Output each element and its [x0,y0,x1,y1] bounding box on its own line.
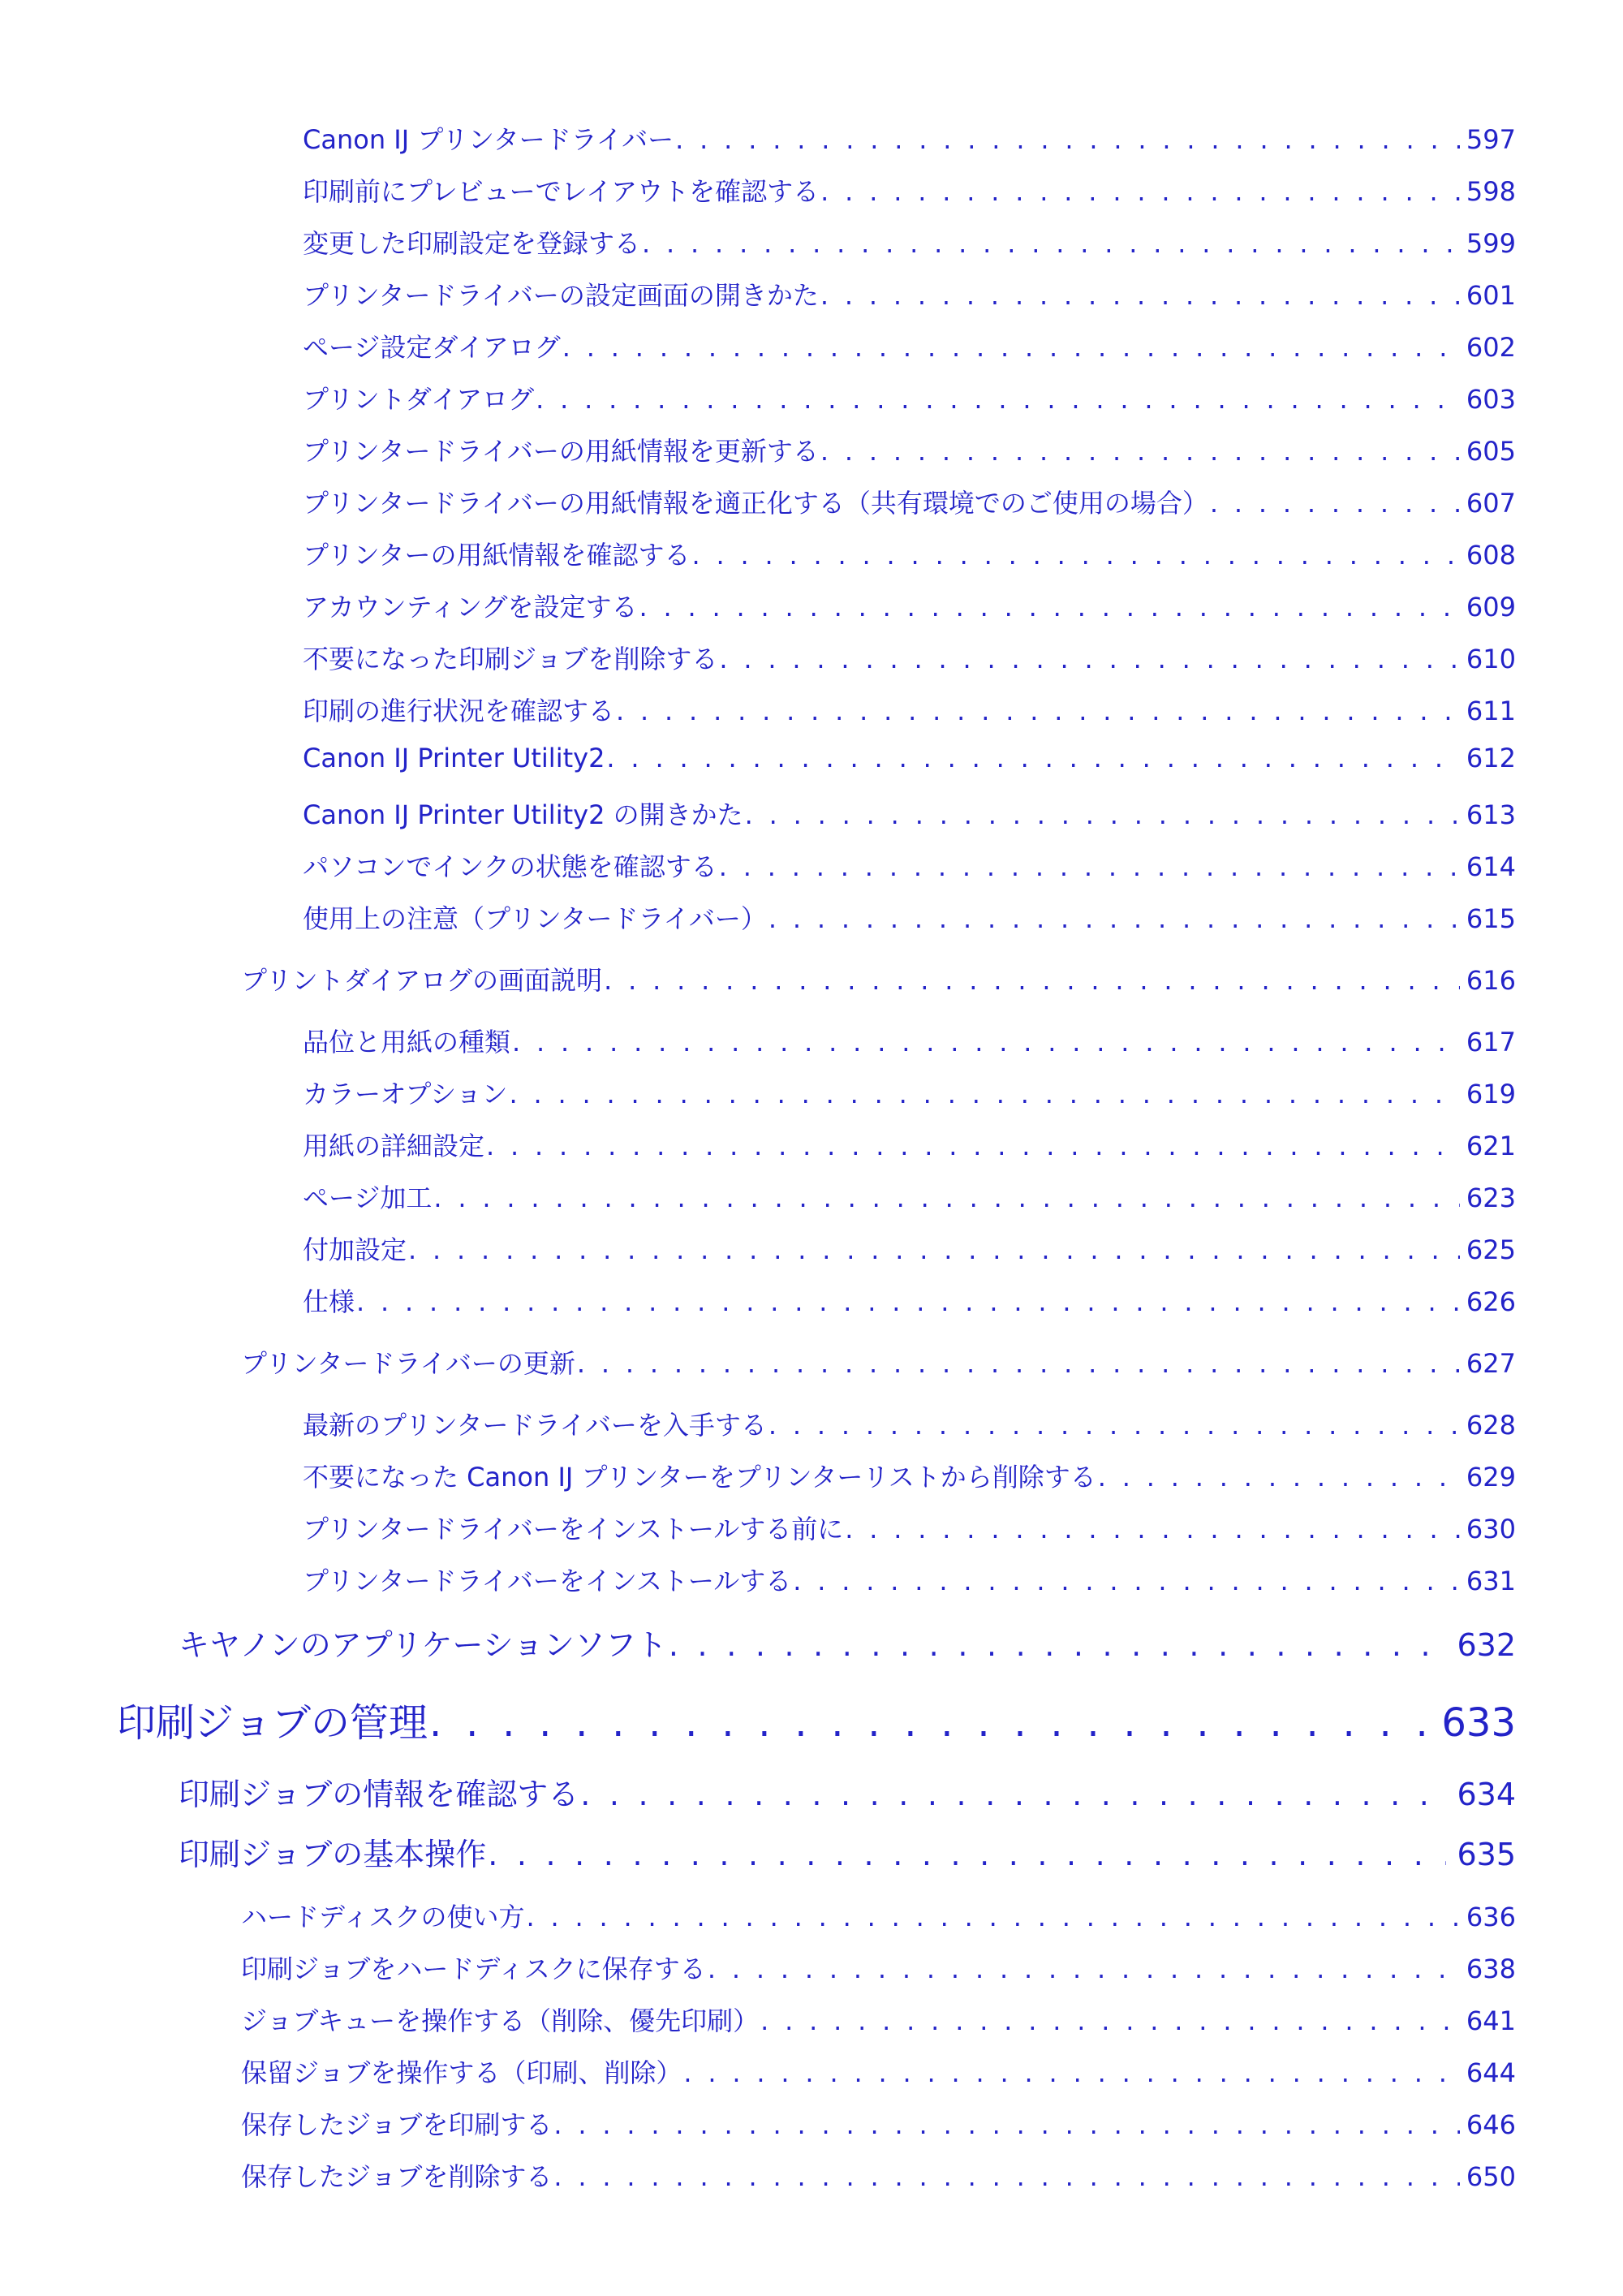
toc-entry-page-number: 610 [1466,644,1516,674]
toc-entry-open-settings-screen[interactable] [303,275,1516,312]
toc-entry-title: 印刷ジョブをハードディスクに保存する [241,1954,706,1984]
toc-entry-page-number: 601 [1466,280,1516,311]
toc-entry-title: Canon IJ Printer Utility2 [303,743,605,773]
toc-entry-canon-ij-printer-driver[interactable] [303,119,1516,157]
toc-entry-page-number: 607 [1466,488,1516,519]
toc-entry-open-printer-utility2[interactable] [303,795,1516,832]
dot-leader [745,799,1460,830]
toc-entry-title: ページ設定ダイアログ [303,332,561,363]
dot-leader [820,436,1460,467]
dot-leader [820,176,1460,207]
toc-entry-page-setup-dialog[interactable] [303,327,1516,364]
toc-entry-operate-held-jobs[interactable] [241,2053,1516,2090]
toc-entry-print-job-basic-operations[interactable] [179,1829,1516,1874]
toc-entry-page-number: 630 [1466,1514,1516,1544]
toc-entry-title: ジョブキューを操作する（削除、優先印刷） [241,2005,760,2036]
toc-entry-title: 印刷ジョブの情報を確認する [179,1777,579,1812]
dot-leader [768,1410,1460,1441]
dot-leader [1210,488,1460,519]
toc-entry-title: パソコンでインクの状態を確認する [303,851,717,882]
toc-entry-page-number: 609 [1466,592,1516,622]
dot-leader [845,1514,1460,1544]
toc-entry-page-number: 619 [1466,1079,1516,1109]
toc-entry-page-number: 631 [1466,1566,1516,1596]
toc-entry-title: 用紙の詳細設定 [303,1131,485,1161]
toc-entry-page-number: 602 [1466,332,1516,363]
dot-leader [433,1182,1460,1213]
dot-leader [616,696,1460,726]
toc-entry-title: プリンタードライバーの用紙情報を適正化する（共有環境でのご使用の場合） [303,488,1208,519]
toc-entry-paper-detailed-settings[interactable] [303,1126,1516,1163]
toc-entry-title: アカウンティングを設定する [303,592,638,622]
toc-entry-print-dialog[interactable] [303,379,1516,416]
dot-leader [669,1627,1446,1663]
toc-entry-title: 保存したジョブを削除する [241,2161,553,2192]
dot-leader [719,644,1460,674]
toc-entry-title: プリンタードライバーの設定画面の開きかた [303,280,819,311]
dot-leader [553,2161,1460,2192]
toc-entry-page-number: 633 [1441,1700,1516,1746]
toc-entry-page-processing[interactable] [303,1178,1516,1215]
toc-entry-title: ページ加工 [303,1182,433,1213]
toc-entry-page-number: 621 [1466,1131,1516,1161]
dot-leader [429,1700,1431,1746]
dot-leader [691,540,1459,571]
dot-leader [526,1902,1459,1932]
toc-entry-title: 使用上の注意（プリンタードライバー） [303,903,767,934]
toc-entry-page-number: 603 [1466,384,1516,415]
toc-entry-page-number: 650 [1466,2161,1516,2192]
toc-entry-remove-printer-from-list[interactable] [303,1457,1516,1494]
toc-entry-page-number: 626 [1466,1286,1516,1317]
dot-leader [580,1777,1446,1812]
toc-entry-check-printer-media-info[interactable] [303,535,1516,572]
toc-entry-save-job-to-hard-disk[interactable] [241,1949,1516,1986]
toc-entry-before-install-driver[interactable] [303,1509,1516,1546]
toc-entry-title: プリントダイアログの画面説明 [241,965,603,996]
toc-entry-page-number: 599 [1466,228,1516,259]
toc-entry-title: キヤノンのアプリケーションソフト [179,1627,667,1663]
toc-entry-print-progress[interactable] [303,691,1516,728]
dot-leader [509,1079,1459,1109]
toc-entry-quality-media-type[interactable] [303,1022,1516,1059]
toc-entry-delete-print-jobs[interactable] [303,639,1516,676]
toc-entry-specifications[interactable] [303,1282,1516,1319]
dot-leader [708,1954,1460,1984]
toc-entry-title: 印刷ジョブの管理 [117,1700,428,1746]
dot-leader [604,965,1460,996]
toc-entry-page-number: 644 [1466,2057,1516,2088]
toc-entry-title: 印刷ジョブの基本操作 [179,1837,487,1872]
dot-leader [356,1286,1460,1317]
toc-entry-page-number: 636 [1466,1902,1516,1932]
toc-entry-title: 印刷の進行状況を確認する [303,696,615,726]
toc-entry-page-number: 634 [1457,1777,1516,1812]
toc-entry-page-number: 635 [1457,1837,1516,1872]
dot-leader [639,592,1459,622]
dot-leader [820,280,1460,311]
dot-leader [683,2057,1460,2088]
dot-leader [486,1131,1460,1161]
toc-entry-title: プリンタードライバーをインストールする前に [303,1514,844,1544]
toc-entry-get-latest-driver[interactable] [303,1405,1516,1442]
toc-entry-title: 保留ジョブを操作する（印刷、削除） [241,2057,682,2088]
toc-entry-register-settings[interactable] [303,223,1516,261]
dot-leader [488,1837,1446,1872]
toc-entry-title: 付加設定 [303,1234,407,1265]
toc-entry-canon-application-software[interactable] [179,1620,1516,1665]
toc-entry-print-job-management[interactable] [117,1691,1516,1747]
toc-entry-page-number: 608 [1466,540,1516,571]
toc-entry-page-number: 627 [1466,1348,1516,1379]
toc-entry-print-dialog-description[interactable] [241,960,1516,997]
toc-entry-update-media-info[interactable] [303,431,1516,468]
toc-entry-page-number: 616 [1466,965,1516,996]
toc-entry-page-number: 625 [1466,1234,1516,1265]
toc-entry-additional-settings[interactable] [303,1230,1516,1267]
dot-leader [562,332,1460,363]
toc-entry-title: 印刷前にプレビューでレイアウトを確認する [303,176,820,207]
dot-leader [408,1234,1460,1265]
toc-entry-title: プリンタードライバーの用紙情報を更新する [303,436,819,467]
toc-entry-check-ink-status[interactable] [303,846,1516,884]
dot-leader [577,1348,1460,1379]
toc-entry-driver-update[interactable] [241,1343,1516,1381]
toc-entry-page-number: 605 [1466,436,1516,467]
toc-entry-title: プリンタードライバーの更新 [241,1348,575,1379]
toc-entry-title: カラーオプション [303,1079,508,1109]
toc-entry-title: 不要になった印刷ジョブを削除する [303,644,718,674]
toc-entry-title: 品位と用紙の種類 [303,1027,511,1058]
dot-leader [512,1027,1460,1058]
toc-entry-install-driver[interactable] [303,1561,1516,1598]
toc-entry-printer-utility2[interactable] [303,743,1516,773]
dot-leader [793,1566,1460,1596]
toc-entry-accounting[interactable] [303,587,1516,624]
toc-entry-title: 不要になった Canon IJ プリンターをプリンターリストから削除する [303,1462,1096,1493]
dot-leader [675,124,1460,155]
toc-entry-hard-disk-usage[interactable] [241,1897,1516,1934]
toc-entry-operate-job-queue[interactable] [241,2001,1516,2038]
toc-entry-page-number: 638 [1466,1954,1516,1984]
toc-entry-title: 保存したジョブを印刷する [241,2109,553,2140]
dot-leader [642,228,1460,259]
dot-leader [1098,1462,1460,1493]
toc-entry-color-options[interactable] [303,1074,1516,1111]
toc-entry-preview-layout[interactable] [303,171,1516,209]
dot-leader [768,903,1460,934]
toc-entry-page-number: 641 [1466,2005,1516,2036]
toc-entry-page-number: 632 [1457,1627,1516,1663]
dot-leader [760,2005,1460,2036]
toc-entry-page-number: 614 [1466,851,1516,882]
toc-entry-page-number: 628 [1466,1410,1516,1441]
toc-entry-page-number: 646 [1466,2109,1516,2140]
dot-leader [719,851,1460,882]
toc-entry-print-saved-job[interactable] [241,2104,1516,2142]
dot-leader [553,2109,1460,2140]
toc-entry-page-number: 629 [1466,1462,1516,1493]
dot-leader [606,743,1460,773]
toc-entry-page-number: 597 [1466,124,1516,155]
toc-entry-delete-saved-job[interactable] [241,2156,1516,2194]
toc-entry-page-number: 623 [1466,1182,1516,1213]
toc-entry-title: 変更した印刷設定を登録する [303,228,641,259]
toc-entry-title: Canon IJ プリンタードライバー [303,124,674,155]
toc-entry-page-number: 598 [1466,176,1516,207]
toc-entry-page-number: 615 [1466,903,1516,934]
toc-entry-title: プリンターの用紙情報を確認する [303,540,691,571]
toc-entry-optimize-media-info[interactable] [303,483,1516,520]
toc-entry-title: 最新のプリンタードライバーを入手する [303,1410,767,1441]
toc-entry-title: プリンタードライバーをインストールする [303,1566,792,1596]
toc-entry-usage-notes[interactable] [303,898,1516,936]
toc-entry-page-number: 613 [1466,799,1516,830]
toc-entry-page-number: 617 [1466,1027,1516,1058]
toc-entry-page-number: 612 [1466,743,1516,773]
dot-leader [536,384,1460,415]
toc-entry-title: 仕様 [303,1286,355,1317]
toc-entry-title: ハードディスクの使い方 [241,1902,525,1932]
toc-entry-title: プリントダイアログ [303,384,535,415]
toc-entry-page-number: 611 [1466,696,1516,726]
toc-entry-check-print-job-info[interactable] [179,1769,1516,1814]
toc-entry-title: Canon IJ Printer Utility2 の開きかた [303,799,743,830]
